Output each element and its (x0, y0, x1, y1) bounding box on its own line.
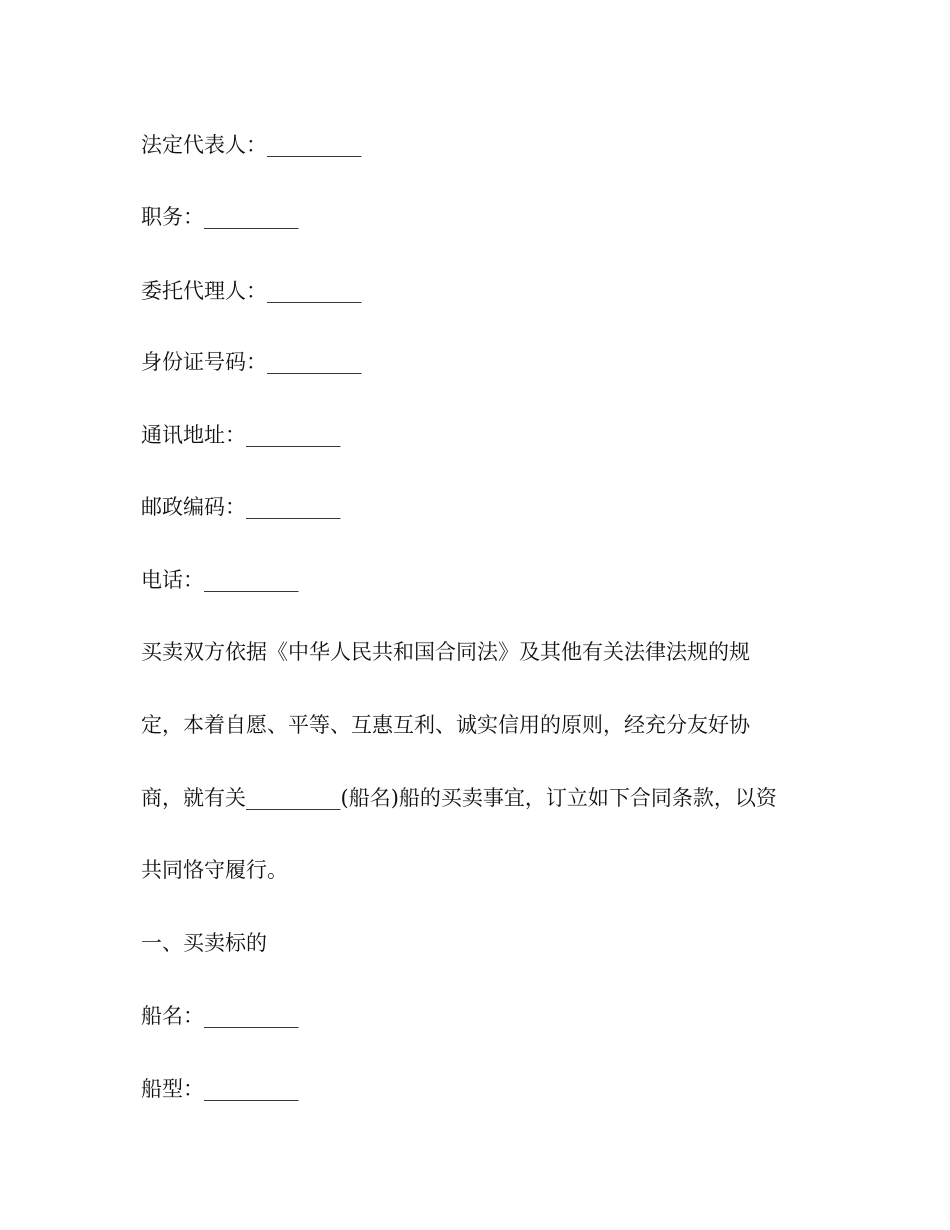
field-label: 船型： (141, 1077, 204, 1101)
paragraph-line: 共同恪守履行。 (141, 858, 288, 882)
section-heading: 一、买卖标的 (141, 931, 267, 955)
paragraph-line (141, 784, 777, 812)
id-number-field (141, 348, 362, 376)
field-value: _________ (204, 205, 299, 229)
field-label: 船名： (141, 1004, 204, 1028)
ship-name-blank: _________ (246, 786, 341, 810)
field-value: _________ (204, 1004, 299, 1028)
ship-name-field (141, 1002, 299, 1030)
phone-field (141, 566, 299, 594)
field-value: _________ (267, 133, 362, 157)
field-value: _________ (246, 423, 341, 447)
field-value: _________ (246, 495, 341, 519)
field-label: 身份证号码： (141, 350, 267, 374)
paragraph-line: 定，本着自愿、平等、互惠互利、诚实信用的原则，经充分友好协 (141, 713, 750, 737)
authorized-agent-field (141, 277, 362, 305)
field-value: _________ (204, 1077, 299, 1101)
ship-type-field (141, 1075, 299, 1103)
field-label: 法定代表人： (141, 133, 267, 157)
position-field (141, 203, 299, 231)
paragraph-line: 买卖双方依据《中华人民共和国合同法》及其他有关法律法规的规 (141, 640, 750, 664)
paragraph-text: 商，就有关 (141, 786, 246, 810)
field-label: 委托代理人： (141, 279, 267, 303)
paragraph-text: (船名)船的买卖事宜，订立如下合同条款，以资 (340, 786, 777, 810)
field-value: _________ (267, 279, 362, 303)
field-value: _________ (267, 350, 362, 374)
address-field (141, 421, 341, 449)
field-value: _________ (204, 568, 299, 592)
postal-code-field (141, 493, 341, 521)
field-label: 职务： (141, 205, 204, 229)
legal-representative-field (141, 131, 362, 159)
field-label: 邮政编码： (141, 495, 246, 519)
field-label: 通讯地址： (141, 423, 246, 447)
field-label: 电话： (141, 568, 204, 592)
